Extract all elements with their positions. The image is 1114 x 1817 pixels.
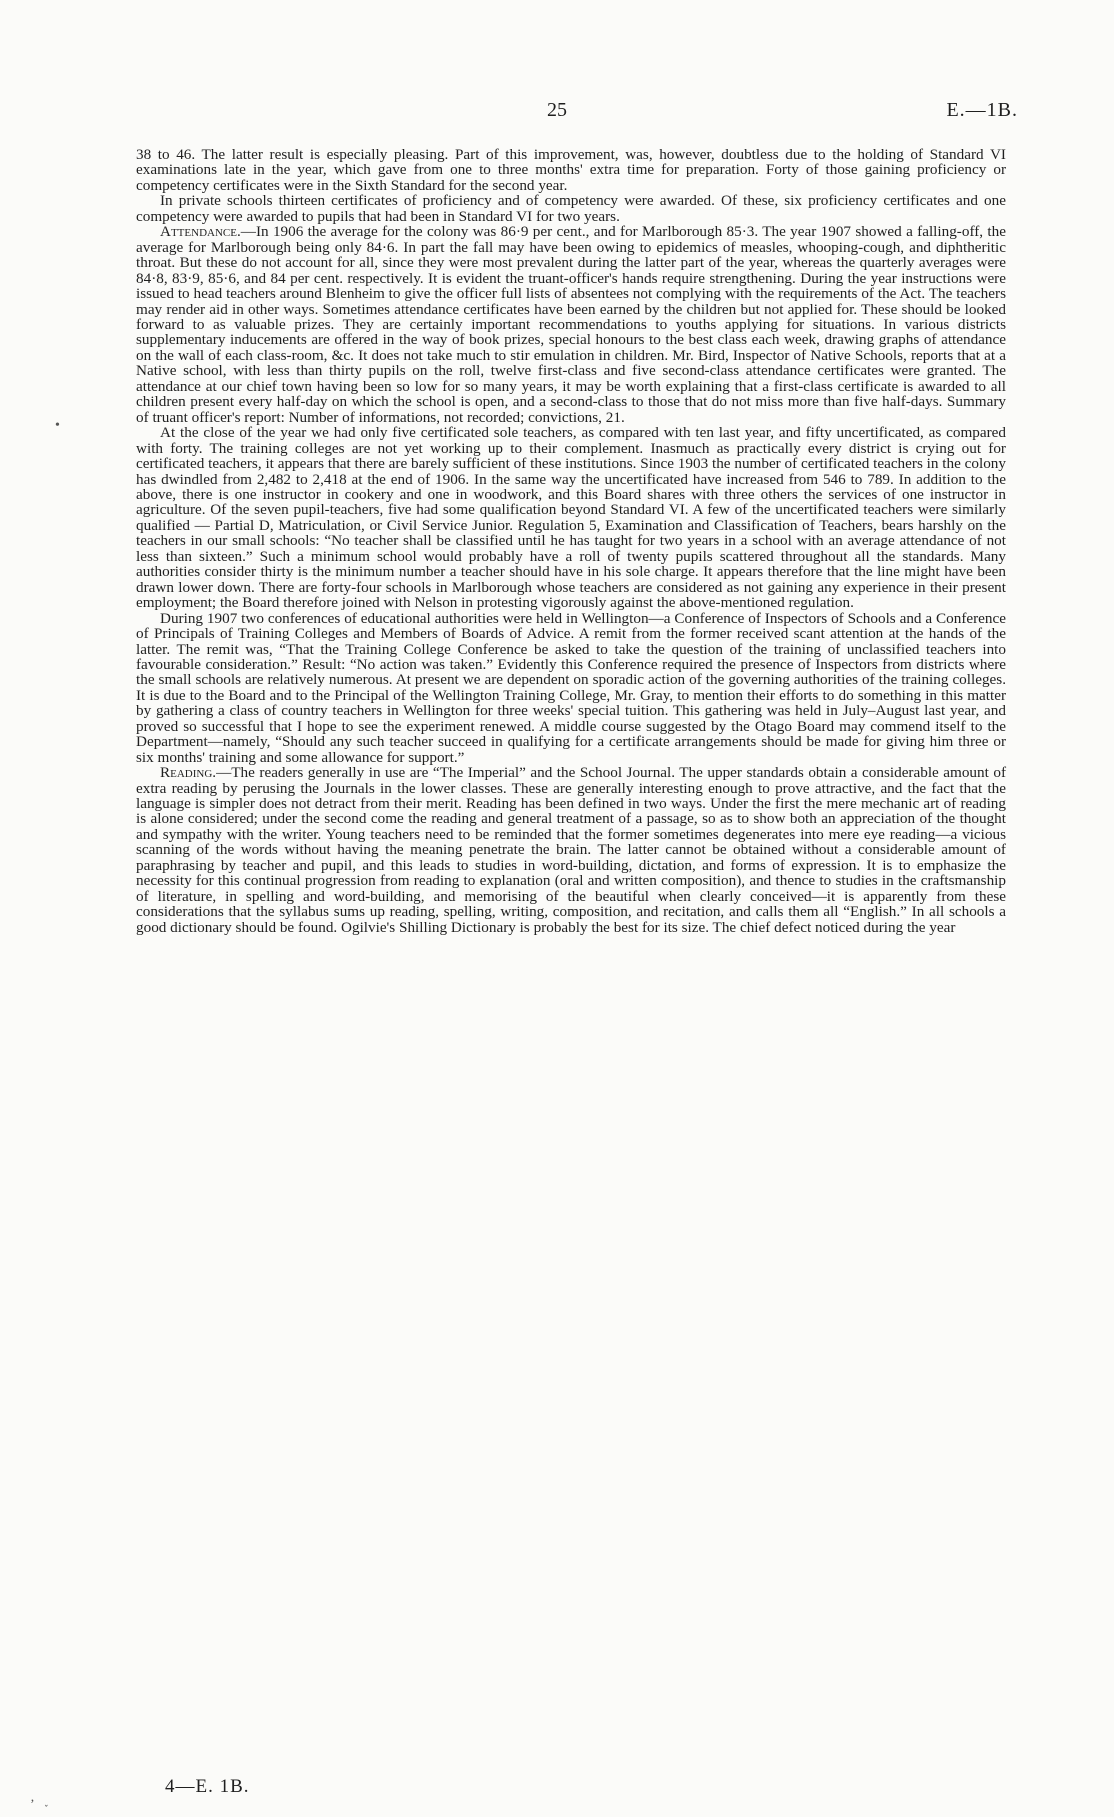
section-heading-reading: Reading. bbox=[160, 764, 217, 782]
paragraph-standard-vi bbox=[136, 147, 1006, 193]
paragraph-text: —In 1906 the average for the colony was 86·9 per cent., and for Marlborough 85·3. The year 1907 showed a falling-off, the average for Marlborough being only 84·6. In part the fall may have been owing to epidemics of measles, whooping-cough, and diphtheritic throat. But these do not account for all, since they were most prevalent during the latter part of the year, whereas the quarterly averages were 84·8, 83·9, 85·6, and 84 per cent. respectively. It is evident the truant-officer's hands require strengthening. During the year instructions were issued to head teachers around Blenheim to give the officer full lists of absentees not complying with the requirements of the Act. The teachers may render aid in other ways. Sometimes attendance certificates have been earned by the children but not applied for. These should be looked forward to as valuable prizes. They are certainly important recommendations to youths applying for situations. In various districts supplementary inducements are offered in the way of book prizes, special honours to the best class each week, drawing graphs of attendance on the wall of each class-room, &c. It does not take much to stir emulation in children. Mr. Bird, Inspector of Native Schools, reports that at a Native school, with less than thirty pupils on the roll, twelve first-class and five second-class attendance certificates were granted. The attendance at our chief town having been so low for so many years, it may be worth explaining that a first-class certificate is awarded to all children present every half-day on which the school is open, and a second-class to those that do not miss more than five half-days. Summary of truant officer's report: Number of informations, not recorded; convictions, 21. bbox=[136, 223, 1006, 426]
signature-mark: 4—E. 1B. bbox=[165, 1776, 250, 1797]
paragraph-text: 38 to 46. The latter result is especially pleasing. Part of this improvement, was, however, doubtless due to the holding of Standard VI examinations late in the year, which gave from one to three months' extra time for preparation. Forty of those gaining proficiency or competency certificates were in the Sixth Standard for the second year. bbox=[136, 146, 1006, 194]
margin-tick: ‚ bbox=[30, 1790, 35, 1805]
paragraph-conferences bbox=[136, 611, 1006, 766]
series-code: E.—1B. bbox=[946, 99, 1018, 121]
paragraph-text: In private schools thirteen certificates of proficiency and of competency were awarded. Of these, six proficiency certificates and one competency were awarded to pupils that had been in Standard VI for two years. bbox=[136, 192, 1006, 225]
paragraph-teachers bbox=[136, 425, 1006, 610]
paragraph-private-schools bbox=[136, 193, 1006, 224]
margin-tick: ˯ bbox=[44, 1793, 49, 1808]
paragraph-text: During 1907 two conferences of educational authorities were held in Wellington—a Conference of Inspectors of Schools and a Conference of Principals of Training Colleges and Members of Boards of Advice. A remit from the former received scant attention at the hands of the latter. The remit was, “That the Training College Conference be asked to take the question of the training of unclassified teachers into favourable consideration.” Result: “No action was taken.” Evidently this Conference required the presence of Inspectors from districts where the small schools are relatively numerous. At present we are dependent on sporadic action of the governing authorities of the training colleges. It is due to the Board and to the Principal of the Wellington Training College, Mr. Gray, to mention their efforts to do something in this matter by gathering a class of country teachers in Wellington for three weeks' special tuition. This gathering was held in July–August last year, and proved so successful that I hope to see the experiment renewed. A middle course suggested by the Otago Board may commend itself to the Department—namely, “Should any such teacher succeed in qualifying for a certificate arrangements should be made for giving him three or six months' training and some allowance for support.” bbox=[136, 609, 1006, 766]
paragraph-reading bbox=[136, 765, 1006, 935]
paragraph-text: At the close of the year we had only five certificated sole teachers, as compared with ten last year, and fifty uncertificated, as compared with forty. The training colleges are not yet working up to their complement. Inasmuch as practically every district is crying out for certificated teachers, it appears that there are barely sufficient of these institutions. Since 1903 the number of certificated teachers in the colony has dwindled from 2,482 to 2,418 at the end of 1906. In the same way the uncertificated have increased from 546 to 789. In addition to the above, there is one instructor in cookery and one in woodwork, and this Board shares with three others the services of one instructor in agriculture. Of the seven pupil-teachers, five had some qualification beyond Standard VI. A few of the uncertificated teachers were similarly qualified — Partial D, Matriculation, or Civil Service Junior. Regulation 5, Examination and Classification of Teachers, bears harshly on the teachers in our small schools: “No teacher shall be classified until he has taught for two years in a school with an average attendance of not less than sixteen.” Such a minimum school would probably have a roll of twenty pupils scattered throughout all the standards. Many authorities consider thirty is the minimum number a teacher should have in his sole charge. It appears therefore that the line might have been drawn lower down. There are forty-four schools in Marlborough whose teachers are considered as not gaining any experience in their present employment; the Board therefore joined with Nelson in protesting vigorously against the above-mentioned regulation. bbox=[136, 424, 1006, 612]
margin-dot: • bbox=[55, 418, 60, 433]
paragraph-text: —The readers generally in use are “The Imperial” and the School Journal. The upper standards obtain a considerable amount of extra reading by perusing the Journals in the lower classes. These are generally interesting enough to prove attractive, and the fact that the language is simpler does not detract from their merit. Reading has been defined in two ways. Under the first the mere mechanic art of reading is alone considered; under the second come the reading and general treatment of a passage, so as to show both an appreciation of the thought and sympathy with the writer. Young teachers need to be reminded that the former sometimes degenerates into mere eye reading—a vicious scanning of the words without having the meaning penetrate the brain. The latter cannot be obtained without a considerable amount of paraphrasing by teacher and pupil, and this leads to studies in word-building, dictation, and forms of expression. It is to emphasize the necessity for this continual progression from reading to explanation (oral and written composition), and thence to studies in the craftsmanship of literature, in spelling and word-building, and memorising of the beautiful when clearly conceived—it is apparently from these considerations that the syllabus sums up reading, spelling, writing, composition, and recitation, and calls them all “English.” In all schools a good dictionary should be found. Ogilvie's Shilling Dictionary is probably the best for its size. The chief defect noticed during the year bbox=[136, 764, 1006, 936]
document-body bbox=[136, 147, 1006, 935]
section-heading-attendance: Attendance. bbox=[160, 223, 241, 241]
paragraph-attendance bbox=[136, 224, 1006, 425]
page-number: 25 bbox=[547, 99, 567, 121]
